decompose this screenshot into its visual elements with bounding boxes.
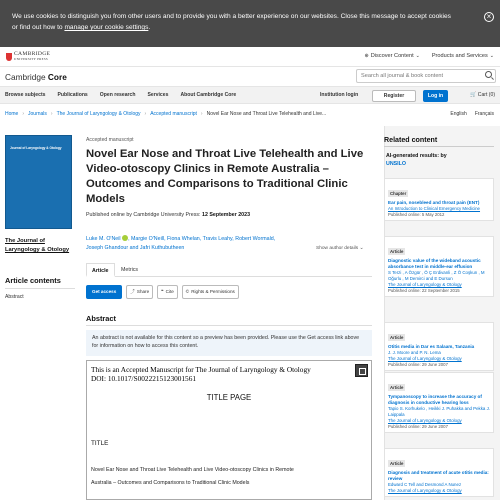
lang-francais[interactable]: Français [474, 111, 494, 117]
menu-open-research[interactable]: Open research [99, 92, 136, 98]
main-menu-bar [0, 86, 500, 104]
author-list [86, 235, 314, 253]
card-type: Article [390, 461, 404, 466]
article-title: Novel Ear Nose and Throat Live Telehealth and Live Video-otoscopy Clinics in Remote Australia – Outcomes and Comparisons to Traditional Clinic Models [86, 148, 364, 205]
breadcrumb-home[interactable]: Home [5, 111, 19, 117]
menu-browse-subjects[interactable]: Browse subjects [5, 92, 46, 98]
preview-doi: DOI: 10.1017/S0022215123001561 [91, 374, 196, 383]
card-title[interactable]: Otitis media in Dar es Salaam, Tanzania [388, 344, 475, 349]
search-placeholder: Search all journal & book content [361, 73, 444, 79]
card-journal[interactable]: The Journal of Laryngology & Otology [388, 418, 462, 423]
article-tabs [86, 263, 372, 277]
cookie-settings-link[interactable]: manage your cookie settings [64, 24, 149, 31]
cart-icon: 🛒 [470, 92, 477, 98]
preview-header [91, 365, 311, 383]
chevron-right-icon: › [50, 111, 53, 117]
discover-label: Discover Content [370, 53, 414, 59]
close-icon[interactable]: × [484, 12, 494, 22]
menu-publications[interactable]: Publications [57, 92, 88, 98]
breadcrumb-journal[interactable]: The Journal of Laryngology & Otology [56, 111, 141, 117]
language-switcher [450, 111, 494, 117]
published-date: 12 September 2023 [202, 212, 251, 218]
products-label: Products and Services [431, 53, 488, 59]
chevron-right-icon: › [144, 111, 147, 117]
related-card[interactable] [384, 448, 494, 497]
chevron-right-icon: › [22, 111, 25, 117]
core-prefix: Cambridge [5, 72, 46, 82]
get-access-button[interactable]: Get access [86, 285, 122, 299]
core-bar [0, 67, 500, 86]
core-name: Core [47, 72, 67, 82]
author-links[interactable]: , Margie O'Neill, Fiona Whelan, Travis Leahy, Robert Wormald, [128, 236, 276, 242]
divider [86, 325, 372, 326]
cookie-text: We use cookies to distinguish you from other users and to provide you with a better experience on our websites. Close this message to accept cookies or find out how to [12, 13, 451, 31]
main-menu [5, 92, 236, 98]
chevron-down-icon: ⌄ [359, 246, 364, 251]
author-links-2[interactable]: Joseph Ghandour and Jafri Kuthubutheen [86, 245, 185, 251]
article-actions [86, 285, 239, 299]
preview-body [91, 464, 361, 490]
share-label: Share [136, 289, 150, 294]
discover-content-menu[interactable] [365, 53, 420, 59]
related-content-heading: Related content [384, 136, 438, 144]
related-card[interactable] [384, 178, 494, 221]
tab-metrics[interactable]: Metrics [121, 267, 139, 273]
cup-logo[interactable] [6, 52, 50, 62]
show-author-details[interactable] [316, 246, 364, 251]
rights-label: Rights & Permissions [191, 289, 235, 294]
journal-cover[interactable] [5, 135, 72, 229]
cite-button[interactable] [157, 285, 178, 299]
card-journal[interactable]: The Journal of Laryngology & Otology [388, 488, 462, 493]
preview-body-line1: Novel Ear Nose and Throat Live Telehealth and Live Video-otoscopy Clinics in Remote [91, 467, 294, 473]
journal-link[interactable]: The Journal of Laryngology & Otology [5, 238, 70, 253]
cover-title: Journal of Laryngology & Otology [10, 146, 62, 150]
card-title[interactable]: Ear pain, nosebleed and throat pain (ENT) [388, 200, 480, 205]
cookie-banner [0, 0, 500, 47]
card-type: Article [390, 335, 404, 340]
cite-label: Cite [165, 289, 174, 294]
institution-login-link[interactable]: Institution login [320, 92, 359, 98]
related-card[interactable] [384, 322, 494, 371]
search-icon[interactable] [485, 71, 492, 78]
lang-english[interactable]: English [450, 111, 467, 117]
chevron-right-icon: › [200, 111, 203, 117]
card-title[interactable]: Tympanoscopy to increase the accuracy of diagnosis in conductive hearing loss [388, 394, 482, 405]
card-type: Article [390, 249, 404, 254]
show-author-label: Show author details [316, 246, 359, 251]
card-authors[interactable]: Tapio S. Korhukelo , Heikki J. Puhakka and Pekka J. Laippala [388, 406, 491, 417]
contents-item-abstract[interactable]: Abstract [5, 294, 24, 300]
card-type: Article [390, 385, 404, 390]
quote-icon: ❝ [161, 289, 164, 294]
logo-main: CAMBRIDGE [14, 51, 51, 57]
preview-body-line2: Australia – Outcomes and Comparisons to Traditional Clinic Models [91, 480, 250, 486]
pdf-preview [86, 360, 372, 500]
chevron-down-icon: ⌄ [415, 53, 420, 59]
search-input[interactable] [356, 69, 496, 83]
card-journal[interactable]: The Journal of Laryngology & Otology [388, 356, 462, 361]
logo-sub: UNIVERSITY PRESS [14, 57, 48, 61]
card-published: Published online: 29 June 2007 [388, 424, 448, 429]
share-icon: ⤴ [130, 289, 135, 294]
publication-info [86, 212, 250, 218]
products-services-menu[interactable] [432, 53, 494, 59]
article-contents-heading: Article contents [5, 276, 61, 285]
card-authors[interactable]: J. J. Moore and P. N. Lema [388, 350, 441, 355]
related-card[interactable] [384, 236, 494, 297]
breadcrumb-accepted[interactable]: Accepted manuscript [150, 111, 197, 117]
card-title[interactable]: Diagnostic value of the wideband acoustic absorbance test in middle-ear effusion [388, 258, 481, 269]
card-book[interactable]: An Introduction to Clinical Emergency Medicine [388, 206, 481, 211]
expand-icon[interactable] [355, 364, 368, 377]
shield-icon [6, 53, 12, 61]
cambridge-core-logo[interactable] [5, 72, 67, 82]
tab-article[interactable]: Article [86, 263, 115, 277]
cookie-tail: . [148, 24, 151, 31]
card-published: Published online: 22 September 2015 [388, 288, 460, 293]
divider [5, 288, 75, 289]
card-type: Chapter [390, 191, 407, 196]
card-authors[interactable]: S Terzi , A Özgür , Ö Ç Erdivanli , Z Ö Coşkun , M Oğurlu , M Demirci and E Dursun [388, 270, 485, 281]
card-journal[interactable]: The Journal of Laryngology & Otology [388, 282, 462, 287]
article-type: Accepted manuscript [86, 137, 134, 143]
menu-about[interactable]: About Cambridge Core [180, 92, 237, 98]
chevron-down-icon: ⌄ [489, 53, 494, 59]
logo-text [14, 52, 50, 62]
card-published: Published online: 5 May 2012 [388, 212, 445, 217]
preview-title-label: TITLE [91, 440, 109, 447]
abstract-notice: An abstract is not available for this content so a preview has been provided. Please use the Get access link above for information on how to access this content. [86, 330, 372, 356]
ai-results-label [386, 152, 492, 168]
cart-link[interactable] [470, 92, 495, 98]
register-button[interactable]: Register [372, 90, 416, 102]
published-label: Published online by Cambridge University Press: [86, 212, 201, 218]
author-link[interactable]: Luke M. O'Neil [86, 236, 121, 242]
unsilo-link[interactable]: UNSILO [386, 161, 407, 167]
globe-icon: ⊕ [364, 53, 369, 59]
divider [384, 146, 494, 147]
related-card[interactable] [384, 372, 494, 433]
copyright-icon: © [185, 289, 190, 294]
card-title[interactable]: Diagnosis and treatment of acute otitis media: review [388, 470, 489, 481]
rights-permissions-button[interactable] [182, 285, 239, 299]
login-button[interactable]: Log in [423, 90, 448, 102]
menu-services[interactable]: Services [147, 92, 169, 98]
card-authors[interactable]: Edward C Tell and Desmond A Nunez [388, 482, 462, 487]
card-published: Published online: 29 June 2007 [388, 362, 448, 367]
breadcrumb [5, 111, 326, 117]
ai-label-text: AI-generated results: by [386, 153, 447, 159]
top-nav [365, 53, 494, 59]
preview-title-page: TITLE PAGE [206, 393, 252, 402]
breadcrumb-journals[interactable]: Journals [28, 111, 47, 117]
preview-head-line1: This is an Accepted Manuscript for The Journal of Laryngology & Otology [91, 365, 311, 374]
breadcrumb-current: Novel Ear Nose and Throat Live Telehealth and Live... [206, 111, 327, 117]
share-button[interactable] [126, 285, 153, 299]
top-bar [0, 47, 500, 67]
abstract-heading: Abstract [86, 314, 116, 323]
cart-label: Cart (0) [477, 92, 496, 98]
